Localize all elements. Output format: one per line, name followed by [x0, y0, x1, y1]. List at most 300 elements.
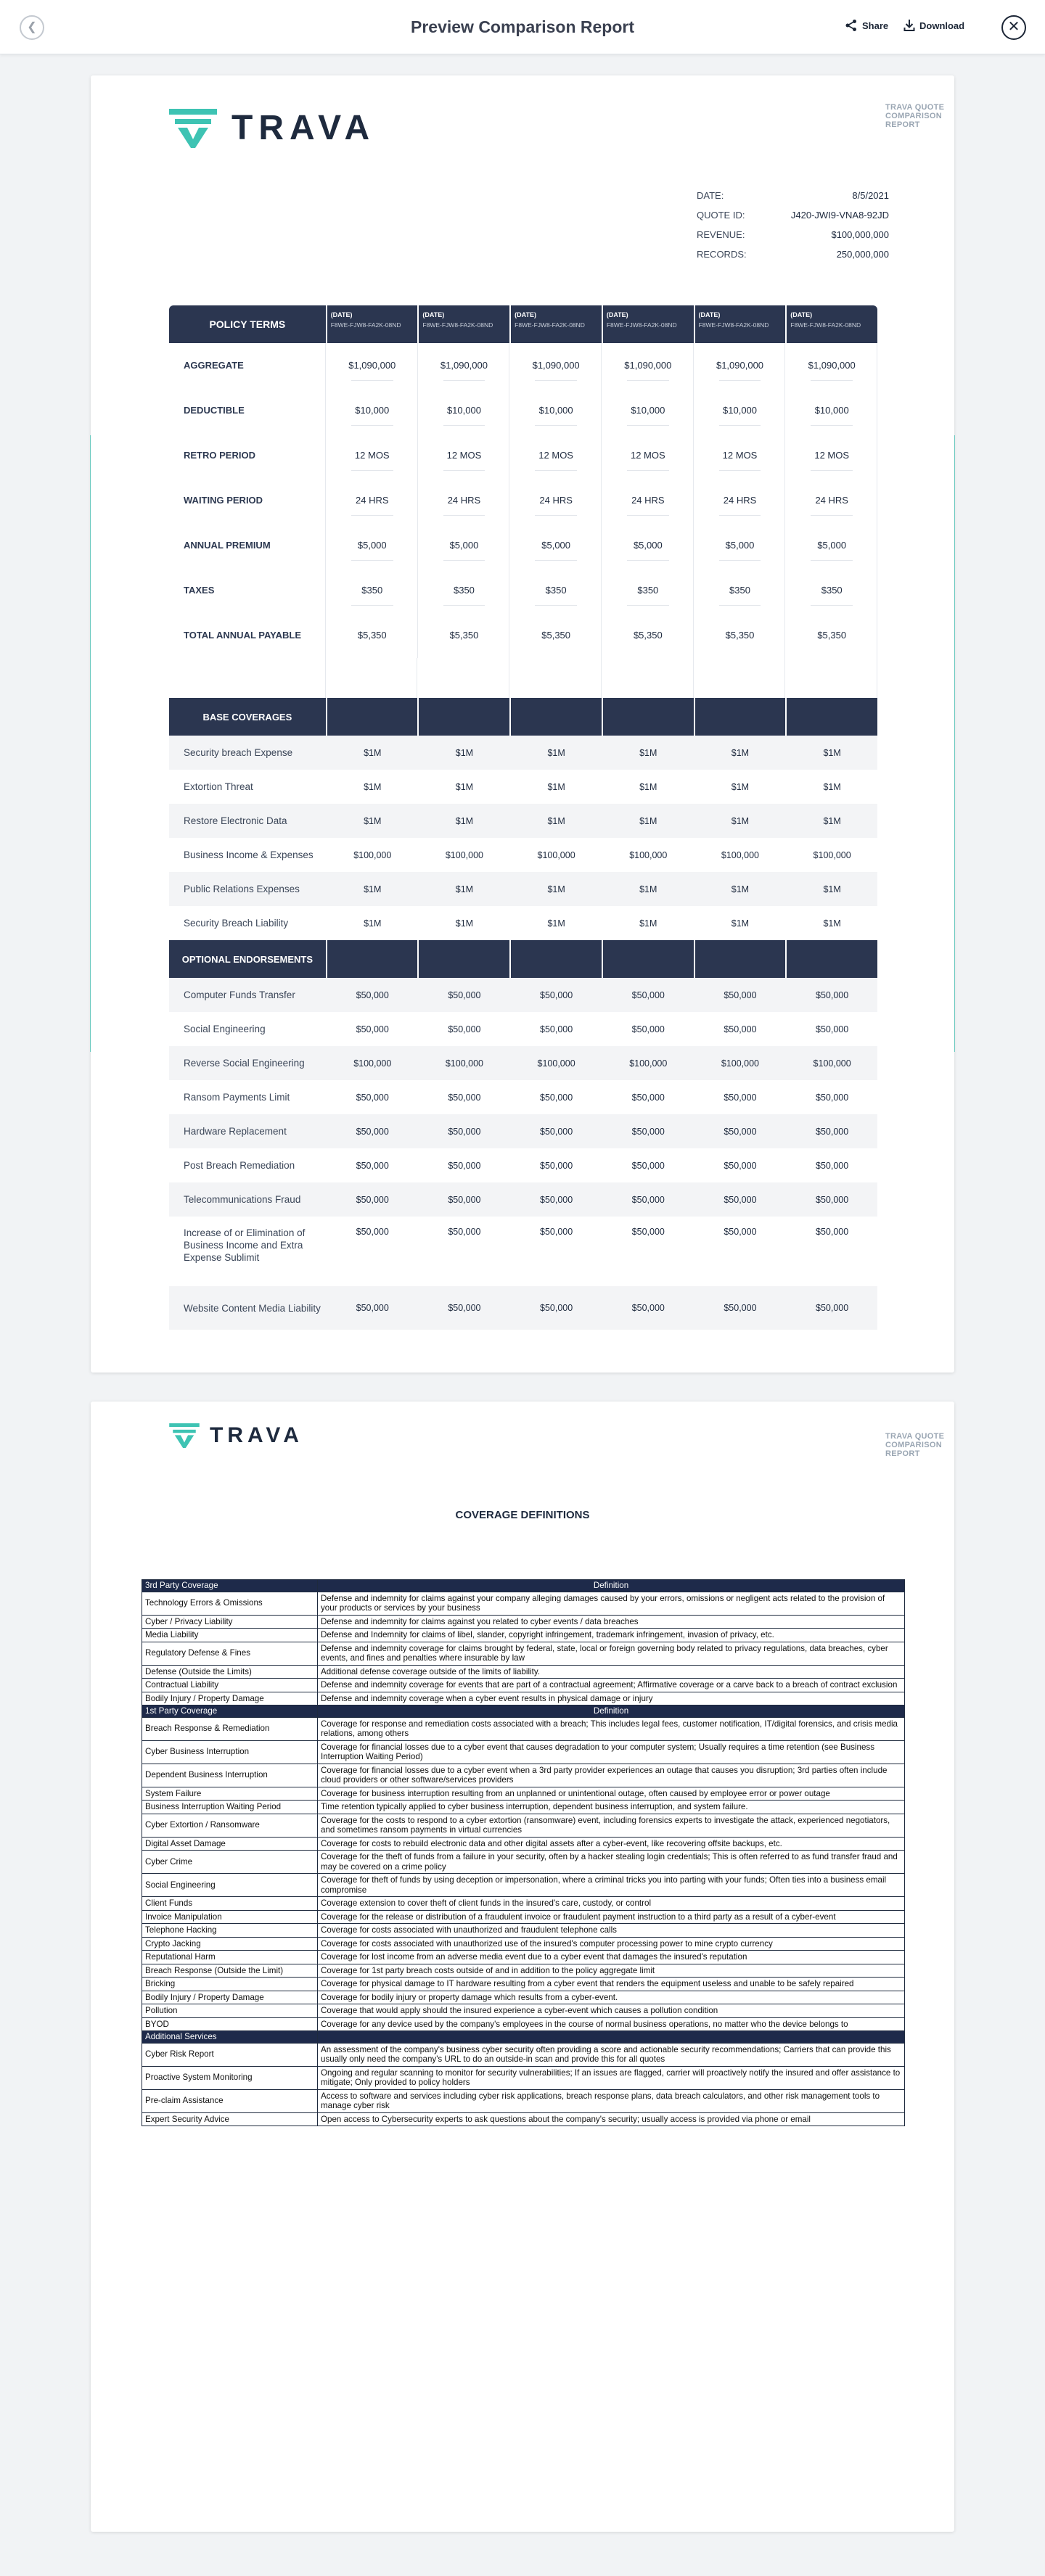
row-value: $100,000: [721, 1058, 760, 1069]
definitions-section-header: [142, 2031, 905, 2044]
coverage-name: System Failure: [142, 1787, 318, 1801]
row-label: TOTAL ANNUAL PAYABLE: [169, 613, 326, 658]
definition-row: [142, 1978, 905, 1991]
row-value: $1M: [823, 781, 841, 792]
row-value: $10,000: [419, 388, 510, 433]
section-name: Additional Services: [142, 2031, 318, 2044]
meta-value: 8/5/2021: [852, 190, 889, 201]
definition-row: [142, 2004, 905, 2018]
row-value: $50,000: [816, 1126, 849, 1137]
quote-column-header: [695, 305, 786, 343]
coverage-name: Crypto Jacking: [142, 1937, 318, 1951]
optional-endorsements-rows: [169, 978, 877, 1330]
coverage-name: Pollution: [142, 2004, 318, 2018]
coverage-definition: Coverage for financial losses due to a cyber event when a 3rd party provider experiences an outage that causes you disruption; 3rd parties often include cloud providers or other software/services providers: [318, 1764, 905, 1787]
row-label: ANNUAL PREMIUM: [169, 523, 326, 568]
row-label: Security Breach Liability: [184, 918, 289, 929]
row-value: $1M: [823, 747, 841, 758]
quote-column-header: [511, 305, 602, 343]
definition-row: [142, 1787, 905, 1801]
row-value: $10,000: [327, 388, 418, 433]
row-value: $50,000: [631, 1092, 665, 1103]
logo-wordmark: TRAVA: [210, 1423, 303, 1447]
coverage-definition: Additional defense coverage outside of the limits of liability.: [318, 1665, 905, 1679]
row-value: $50,000: [356, 1126, 389, 1137]
row-value: $100,000: [537, 1058, 575, 1069]
row-value: $50,000: [631, 1126, 665, 1137]
row-value: $5,000: [419, 523, 510, 568]
row-value: $1M: [731, 781, 750, 792]
row-value: $350: [695, 568, 786, 613]
row-label: Security breach Expense: [184, 747, 293, 758]
download-button[interactable]: [903, 19, 964, 32]
row-value: $5,350: [787, 613, 877, 658]
row-value: $50,000: [356, 1227, 389, 1237]
row-value: 24 HRS: [511, 478, 602, 523]
coverage-name: Bodily Injury / Property Damage: [142, 1991, 318, 2004]
row-value: $100,000: [353, 1058, 392, 1069]
row-value: 12 MOS: [787, 433, 877, 478]
row-value: $50,000: [448, 1092, 481, 1103]
row-value: $50,000: [448, 1194, 481, 1205]
row-value: 12 MOS: [695, 433, 786, 478]
trava-logo: [169, 108, 375, 148]
definition-row: [142, 1629, 905, 1642]
row-label: Website Content Media Liability: [184, 1302, 321, 1314]
row-value: $100,000: [629, 849, 668, 860]
coverage-name: Regulatory Defense & Fines: [142, 1642, 318, 1665]
coverage-name: Dependent Business Interruption: [142, 1764, 318, 1787]
row-value: $50,000: [724, 989, 757, 1000]
row-value: $50,000: [724, 1303, 757, 1313]
row-value: $5,350: [695, 613, 786, 658]
row-value: $1M: [639, 918, 657, 929]
optional-endorsements-label: OPTIONAL ENDORSEMENTS: [169, 940, 326, 978]
coverage-name: Expert Security Advice: [142, 2112, 318, 2126]
quote-date: (DATE): [790, 311, 813, 318]
policy-term-row: [169, 433, 877, 478]
base-coverages-header: [169, 698, 877, 736]
meta-value: 250,000,000: [836, 249, 889, 260]
row-label: Hardware Replacement: [184, 1126, 287, 1137]
coverage-definition: Coverage that would apply should the insured experience a cyber-event which causes a pollution condition: [318, 2004, 905, 2018]
base-coverage-row: [169, 838, 877, 872]
comparison-header: [169, 305, 877, 343]
close-icon: ✕: [1007, 19, 1020, 35]
row-label: Increase of or Elimination of Business Income and Extra Expense Sublimit: [184, 1227, 306, 1263]
row-label: Restore Electronic Data: [184, 815, 287, 826]
coverage-definition: Coverage for business interruption resulting from an unplanned or unintentional outage, often caused by employee error or power outage: [318, 1787, 905, 1801]
row-value: $1M: [731, 747, 750, 758]
coverage-definition: Defense and indemnity coverage for events that are part of a contractual agreement; Affirmative coverage or a carve back to a breach of contract exclusion: [318, 1679, 905, 1692]
row-value: $100,000: [629, 1058, 668, 1069]
trava-logo-mark: [169, 109, 217, 148]
row-value: $100,000: [813, 1058, 851, 1069]
optional-endorsement-row: [169, 1046, 877, 1080]
meta-key: REVENUE:: [697, 229, 745, 240]
row-value: $1M: [731, 918, 750, 929]
row-value: $50,000: [448, 1303, 481, 1313]
row-value: $100,000: [353, 849, 392, 860]
report-tag: TRAVA QUOTE COMPARISON REPORT: [885, 1432, 945, 1458]
row-value: $50,000: [631, 1303, 665, 1313]
definition-row: [142, 1924, 905, 1938]
policy-term-row: [169, 523, 877, 568]
row-value: $1,090,000: [787, 343, 877, 388]
row-value: 24 HRS: [787, 478, 877, 523]
row-value: $1M: [364, 884, 382, 894]
coverage-definition: An assessment of the company's business cyber security often providing a score and actionable security recommendations; Carriers that can provide this usually only need the company's URL to do an outside-in scan and provide this for all quotes: [318, 2043, 905, 2066]
row-value: $50,000: [724, 1024, 757, 1034]
row-value: $5,000: [695, 523, 786, 568]
optional-endorsement-row: [169, 1114, 877, 1148]
row-value: $1M: [547, 747, 565, 758]
row-value: $1M: [823, 918, 841, 929]
coverage-definition: Coverage for the costs to respond to a cyber extortion (ransomware) event, including forensics experts to investigate the attack, experienced negotiators, and sometimes ransom payments in virtual currencies: [318, 1814, 905, 1837]
row-value: $350: [327, 568, 418, 613]
row-label: Post Breach Remediation: [184, 1160, 295, 1171]
row-value: $1,090,000: [327, 343, 418, 388]
quote-id: F8WE-FJW8-FA2K-08ND: [790, 321, 861, 329]
row-value: $50,000: [816, 1303, 849, 1313]
definition-row: [142, 2112, 905, 2126]
coverage-definition: Defense and Indemnity for claims of libel, slander, copyright infringement, trademark infringement, invasion of privacy, etc.: [318, 1629, 905, 1642]
row-label: TAXES: [169, 568, 326, 613]
row-value: $50,000: [724, 1126, 757, 1137]
coverage-definition: Defense and indemnity coverage when a cyber event results in physical damage or injury: [318, 1692, 905, 1705]
definition-row: [142, 1874, 905, 1897]
row-label: Public Relations Expenses: [184, 884, 300, 894]
row-value: $1M: [364, 747, 382, 758]
row-value: 24 HRS: [327, 478, 418, 523]
coverage-name: Digital Asset Damage: [142, 1837, 318, 1851]
coverage-definition: Coverage for the release or distribution of a fraudulent invoice or fraudulent payment instruction to a third party as a result of a cyber-event: [318, 1910, 905, 1924]
definition-row: [142, 2089, 905, 2112]
coverage-definition: Coverage for the theft of funds from a failure in your security, often by a hacker stealing login credentials; This is often referred to as fund transfer fraud and may be covered on a crime policy: [318, 1851, 905, 1874]
row-value: $350: [787, 568, 877, 613]
coverage-definition: Coverage for 1st party breach costs outside of and in addition to the policy aggregate limit: [318, 1964, 905, 1978]
share-icon: [845, 19, 858, 32]
coverage-name: Bricking: [142, 1978, 318, 1991]
row-value: $1M: [639, 781, 657, 792]
row-value: $50,000: [816, 1160, 849, 1171]
section-name: 3rd Party Coverage: [142, 1580, 318, 1592]
row-value: $10,000: [695, 388, 786, 433]
row-label: Business Income & Expenses: [184, 849, 314, 860]
row-value: $1M: [823, 884, 841, 894]
section-column-label: Definition: [318, 1580, 905, 1592]
coverage-name: Technology Errors & Omissions: [142, 1592, 318, 1615]
row-label: Ransom Payments Limit: [184, 1092, 290, 1103]
quote-date: (DATE): [606, 311, 628, 318]
row-value: $1M: [364, 781, 382, 792]
coverage-definition: Coverage for financial losses due to a cyber event that causes degradation to your computer system; Usually requires a time retention (see Business Interruption Waiting Period): [318, 1740, 905, 1764]
quote-column-header: [787, 305, 877, 343]
coverage-name: Contractual Liability: [142, 1679, 318, 1692]
row-value: 12 MOS: [511, 433, 602, 478]
row-value: $50,000: [448, 1126, 481, 1137]
row-value: $1M: [639, 815, 657, 826]
top-bar: [0, 0, 1045, 54]
trava-logo-small: [169, 1423, 303, 1448]
row-value: $1M: [455, 815, 474, 826]
row-value: $1M: [364, 918, 382, 929]
meta-value: J420-JWI9-VNA8-92JD: [790, 210, 889, 221]
logo-wordmark: TRAVA: [231, 109, 376, 147]
definition-row: [142, 1801, 905, 1814]
row-value: $1M: [547, 884, 565, 894]
coverage-name: Telephone Hacking: [142, 1924, 318, 1938]
row-value: $10,000: [787, 388, 877, 433]
trava-logo-mark: [169, 1423, 200, 1448]
base-coverage-row: [169, 804, 877, 838]
row-value: $50,000: [356, 1194, 389, 1205]
row-value: $1M: [639, 747, 657, 758]
coverage-definition: Coverage extension to cover theft of client funds in the insured's care, custody, or control: [318, 1897, 905, 1911]
page-title: Preview Comparison Report: [410, 17, 635, 36]
definition-row: [142, 2017, 905, 2031]
meta-row: [697, 229, 889, 249]
share-button[interactable]: [845, 19, 888, 32]
coverage-name: Client Funds: [142, 1897, 318, 1911]
coverage-definition: Coverage for costs to rebuild electronic data and other digital assets after a cyber-event, like recovering offsite backups, etc.: [318, 1837, 905, 1851]
coverage-name: Cyber Business Interruption: [142, 1740, 318, 1764]
quote-column-header: [327, 305, 418, 343]
definition-row: [142, 1679, 905, 1692]
row-value: 12 MOS: [327, 433, 418, 478]
policy-term-row: [169, 388, 877, 433]
row-value: $1M: [547, 781, 565, 792]
coverage-definition: Coverage for physical damage to IT hardware resulting from a cyber event that renders the equipment useless and unable to be safely repaired: [318, 1978, 905, 1991]
row-value: $5,350: [419, 613, 510, 658]
row-value: $50,000: [448, 1227, 481, 1237]
quote-id: F8WE-FJW8-FA2K-08ND: [698, 321, 769, 329]
report-tag: TRAVA QUOTE COMPARISON REPORT: [885, 103, 945, 129]
row-value: $10,000: [603, 388, 694, 433]
row-value: $350: [511, 568, 602, 613]
row-value: $50,000: [631, 1194, 665, 1205]
coverage-name: Defense (Outside the Limits): [142, 1665, 318, 1679]
row-value: $1M: [823, 815, 841, 826]
coverage-name: Pre-claim Assistance: [142, 2089, 318, 2112]
row-value: $50,000: [540, 1227, 573, 1237]
comparison-table: [169, 305, 877, 1330]
chevron-left-icon: ❮: [27, 21, 37, 33]
base-coverages-rows: [169, 736, 877, 940]
row-value: $50,000: [724, 1092, 757, 1103]
meta-key: RECORDS:: [697, 249, 747, 260]
coverage-name: Cyber Crime: [142, 1851, 318, 1874]
optional-endorsement-row: [169, 1182, 877, 1217]
definition-row: [142, 1764, 905, 1787]
coverage-definition: Open access to Cybersecurity experts to ask questions about the company's security; usually access is provided via phone or email: [318, 2112, 905, 2126]
row-value: $10,000: [511, 388, 602, 433]
terms-spacer: [169, 658, 877, 698]
coverage-name: Bodily Injury / Property Damage: [142, 1692, 318, 1705]
meta-key: QUOTE ID:: [697, 210, 745, 221]
row-value: $1M: [455, 884, 474, 894]
row-value: $5,350: [603, 613, 694, 658]
row-value: $50,000: [816, 1024, 849, 1034]
close-button[interactable]: [1001, 15, 1026, 40]
base-coverages-label: BASE COVERAGES: [169, 698, 326, 736]
row-label: Telecommunications Fraud: [184, 1194, 301, 1205]
row-value: $50,000: [816, 1194, 849, 1205]
meta-row: [697, 249, 889, 268]
row-value: $5,000: [511, 523, 602, 568]
row-value: $1M: [547, 815, 565, 826]
quote-date: (DATE): [698, 311, 721, 318]
optional-endorsement-row: [169, 1217, 877, 1286]
row-value: $100,000: [721, 849, 760, 860]
row-value: $50,000: [816, 1227, 849, 1237]
row-label: Social Engineering: [184, 1024, 266, 1034]
row-value: $100,000: [537, 849, 575, 860]
meta-value: $100,000,000: [831, 229, 889, 240]
definition-row: [142, 1717, 905, 1740]
quote-id: F8WE-FJW8-FA2K-08ND: [606, 321, 677, 329]
definitions-table: [142, 1579, 905, 2126]
row-value: 12 MOS: [419, 433, 510, 478]
row-value: $50,000: [540, 989, 573, 1000]
row-value: $50,000: [631, 1024, 665, 1034]
row-value: 24 HRS: [695, 478, 786, 523]
section-column-label: Definition: [318, 1705, 905, 1718]
policy-terms-rows: [169, 343, 877, 658]
coverage-definition: Coverage for bodily injury or property damage which results from a cyber-event.: [318, 1991, 905, 2004]
row-value: $1,090,000: [511, 343, 602, 388]
quote-date: (DATE): [330, 311, 353, 318]
row-value: $50,000: [724, 1227, 757, 1237]
definition-row: [142, 1837, 905, 1851]
coverage-definition: Coverage for costs associated with unauthorized use of the insured's computer processing power to mine crypto currency: [318, 1937, 905, 1951]
meta-row: [697, 210, 889, 229]
base-coverage-row: [169, 906, 877, 940]
row-value: 24 HRS: [603, 478, 694, 523]
definition-row: [142, 1851, 905, 1874]
coverage-definition: Time retention typically applied to cyber business interruption, dependent business interruption, and system failure.: [318, 1801, 905, 1814]
row-value: $50,000: [448, 1024, 481, 1034]
policy-term-row: [169, 613, 877, 658]
definition-row: [142, 2066, 905, 2089]
row-value: $50,000: [540, 1194, 573, 1205]
row-value: $1M: [731, 884, 750, 894]
row-value: $50,000: [356, 1303, 389, 1313]
row-value: $50,000: [540, 1092, 573, 1103]
coverage-name: Business Interruption Waiting Period: [142, 1801, 318, 1814]
row-label: Extortion Threat: [184, 781, 253, 792]
row-value: $50,000: [540, 1303, 573, 1313]
coverage-definition: Defense and indemnity for claims against you related to cyber events / data breaches: [318, 1615, 905, 1629]
row-label: RETRO PERIOD: [169, 433, 326, 478]
coverage-definition: Coverage for response and remediation costs associated with a breach; This includes legal fees, customer notification, IT/digital forensics, and crisis media relations, among others: [318, 1717, 905, 1740]
definition-row: [142, 1897, 905, 1911]
row-value: $5,000: [603, 523, 694, 568]
definition-row: [142, 2043, 905, 2066]
optional-endorsement-row: [169, 978, 877, 1012]
row-value: $50,000: [816, 989, 849, 1000]
definition-row: [142, 1740, 905, 1764]
coverage-definition: Access to software and services including cyber risk applications, breach response plans, data breach calculators, and other risk management tools to manage cyber risk: [318, 2089, 905, 2112]
row-value: $1M: [547, 918, 565, 929]
definition-row: [142, 1964, 905, 1978]
definition-row: [142, 1692, 905, 1705]
quote-date: (DATE): [422, 311, 445, 318]
base-coverage-row: [169, 770, 877, 804]
row-value: $1M: [364, 815, 382, 826]
definition-row: [142, 1814, 905, 1837]
quote-id: F8WE-FJW8-FA2K-08ND: [330, 321, 401, 329]
definition-row: [142, 1665, 905, 1679]
row-value: $1M: [455, 781, 474, 792]
row-value: 24 HRS: [419, 478, 510, 523]
coverage-name: Cyber Extortion / Ransomware: [142, 1814, 318, 1837]
row-value: $5,000: [327, 523, 418, 568]
row-value: $50,000: [448, 1160, 481, 1171]
row-value: $50,000: [724, 1160, 757, 1171]
report-page-1: [91, 75, 954, 1373]
definition-row: [142, 1991, 905, 2004]
report-page-2: [91, 1402, 954, 2532]
quote-id: F8WE-FJW8-FA2K-08ND: [422, 321, 493, 329]
quote-date: (DATE): [515, 311, 536, 318]
row-value: $50,000: [631, 989, 665, 1000]
definition-row: [142, 1642, 905, 1665]
definitions-title: COVERAGE DEFINITIONS: [455, 1509, 590, 1521]
row-value: $1M: [455, 918, 474, 929]
coverage-definition: Ongoing and regular scanning to monitor for security vulnerabilities; If an issues are flagged, carrier will proactively notify the insured and offer assistance to mitigate; Only provided to policy holders: [318, 2066, 905, 2089]
optional-endorsement-row: [169, 1286, 877, 1330]
row-value: $50,000: [631, 1160, 665, 1171]
definition-row: [142, 1592, 905, 1615]
row-value: $350: [419, 568, 510, 613]
coverage-definition: Defense and indemnity for claims against your company alleging damages caused by your errors, omissions or negligent acts related to the provision of your products or services by your business: [318, 1592, 905, 1615]
meta-key: DATE:: [697, 190, 724, 201]
row-value: $100,000: [445, 1058, 483, 1069]
policy-term-row: [169, 568, 877, 613]
coverage-definition: Coverage for lost income from an adverse media event due to a cyber event that damages the insured's reputation: [318, 1951, 905, 1964]
coverage-name: BYOD: [142, 2017, 318, 2031]
row-value: $50,000: [540, 1126, 573, 1137]
row-value: $50,000: [540, 1160, 573, 1171]
row-label: DEDUCTIBLE: [169, 388, 326, 433]
row-value: $50,000: [356, 1092, 389, 1103]
coverage-definition: Coverage for costs associated with unauthorized and fraudulent telephone calls: [318, 1924, 905, 1938]
coverage-name: Cyber Risk Report: [142, 2043, 318, 2066]
row-value: $5,000: [787, 523, 877, 568]
coverage-name: Breach Response & Remediation: [142, 1717, 318, 1740]
optional-endorsement-row: [169, 1012, 877, 1046]
section-column-label: [318, 2031, 905, 2044]
quote-column-header: [419, 305, 509, 343]
coverage-name: Cyber / Privacy Liability: [142, 1615, 318, 1629]
optional-endorsement-row: [169, 1080, 877, 1114]
row-value: $1M: [731, 815, 750, 826]
row-value: $50,000: [356, 1160, 389, 1171]
row-value: $1,090,000: [419, 343, 510, 388]
optional-endorsement-row: [169, 1148, 877, 1182]
coverage-name: Proactive System Monitoring: [142, 2066, 318, 2089]
download-label: Download: [919, 20, 965, 31]
row-value: $1,090,000: [695, 343, 786, 388]
base-coverage-row: [169, 872, 877, 906]
report-meta: [697, 190, 889, 268]
row-value: $5,350: [327, 613, 418, 658]
row-value: $1,090,000: [603, 343, 694, 388]
row-label: AGGREGATE: [169, 343, 326, 388]
coverage-name: Social Engineering: [142, 1874, 318, 1897]
quote-id: F8WE-FJW8-FA2K-08ND: [515, 321, 585, 329]
